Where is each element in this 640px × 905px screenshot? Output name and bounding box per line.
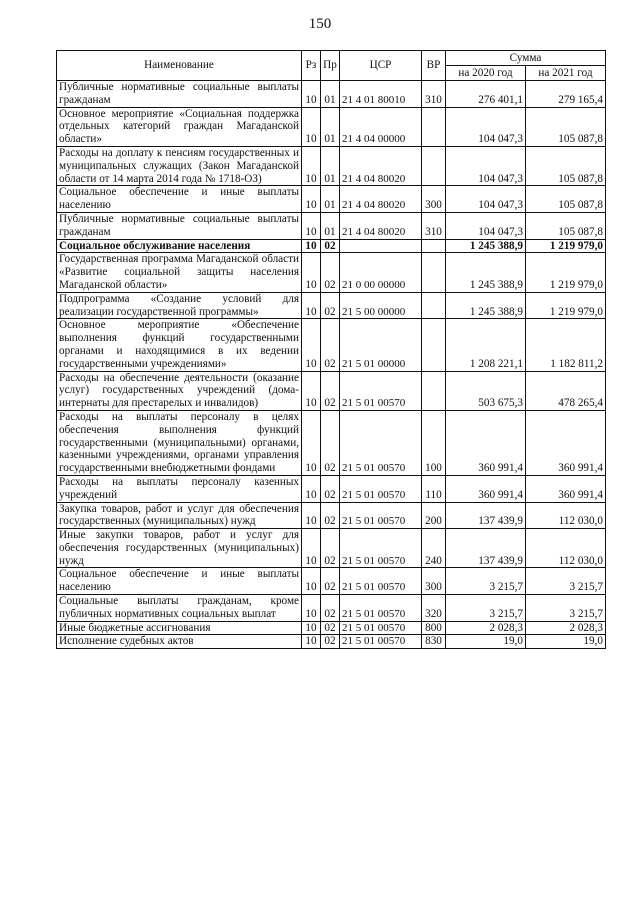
header-csr: ЦСР [340, 51, 422, 81]
cell-pr: 02 [321, 568, 340, 595]
table-row [57, 212, 606, 239]
cell-2021: 1 219 979,0 [526, 292, 606, 319]
cell-name: Публичные нормативные социальные выплаты гражданам [57, 81, 302, 108]
header-vr: ВР [422, 51, 446, 81]
cell-vr [422, 253, 446, 292]
cell-csr: 21 4 04 00000 [340, 107, 422, 146]
cell-pr: 02 [321, 635, 340, 649]
cell-vr: 110 [422, 475, 446, 502]
cell-pr: 02 [321, 253, 340, 292]
cell-csr: 21 5 01 00570 [340, 595, 422, 622]
cell-csr: 21 5 01 00570 [340, 621, 422, 635]
cell-2021: 105 087,8 [526, 212, 606, 239]
cell-2021: 360 991,4 [526, 475, 606, 502]
cell-vr [422, 371, 446, 410]
cell-name: Социальное обеспечение и иные выплаты населению [57, 186, 302, 213]
cell-pr: 02 [321, 502, 340, 529]
cell-vr [422, 319, 446, 371]
table-row [57, 371, 606, 410]
table-body [57, 81, 606, 649]
cell-pr: 01 [321, 212, 340, 239]
cell-2020: 360 991,4 [446, 410, 526, 475]
cell-2020: 1 245 388,9 [446, 253, 526, 292]
cell-2021: 478 265,4 [526, 371, 606, 410]
cell-2021: 112 030,0 [526, 502, 606, 529]
cell-name: Основное мероприятие «Социальная поддержка отдельных категорий граждан Магаданской области» [57, 107, 302, 146]
cell-csr: 21 0 00 00000 [340, 253, 422, 292]
cell-2021: 2 028,3 [526, 621, 606, 635]
cell-name: Социальные выплаты гражданам, кроме публичных нормативных социальных выплат [57, 595, 302, 622]
page-number: 150 [308, 16, 332, 32]
cell-rz: 10 [302, 568, 321, 595]
cell-rz: 10 [302, 212, 321, 239]
cell-vr [422, 107, 446, 146]
cell-name: Государственная программа Магаданской области «Развитие социальной защиты населения Магаданской области» [57, 253, 302, 292]
cell-csr: 21 5 01 00570 [340, 568, 422, 595]
header-2020: на 2020 год [446, 66, 526, 81]
header-rz: Рз [302, 51, 321, 81]
cell-pr: 02 [321, 319, 340, 371]
cell-csr: 21 4 04 80020 [340, 146, 422, 185]
cell-name: Основное мероприятие «Обеспечение выполнения функций государственными органами и находящимися в их ведении государственными учреждениями» [57, 319, 302, 371]
cell-2021: 105 087,8 [526, 186, 606, 213]
cell-2021: 1 182 811,2 [526, 319, 606, 371]
cell-vr: 800 [422, 621, 446, 635]
cell-2020: 137 439,9 [446, 502, 526, 529]
cell-vr [422, 146, 446, 185]
cell-vr: 310 [422, 212, 446, 239]
cell-rz: 10 [302, 635, 321, 649]
cell-2021: 19,0 [526, 635, 606, 649]
cell-csr: 21 5 01 00000 [340, 319, 422, 371]
cell-csr: 21 5 01 00570 [340, 410, 422, 475]
cell-name: Иные закупки товаров, работ и услуг для обеспечения государственных (муниципальных) нужд [57, 529, 302, 568]
cell-rz: 10 [302, 107, 321, 146]
cell-name: Расходы на обеспечение деятельности (оказание услуг) государственных учреждений (дома-интернаты для престарелых и инвалидов) [57, 371, 302, 410]
header-2021: на 2021 год [526, 66, 606, 81]
cell-csr: 21 5 01 00570 [340, 635, 422, 649]
cell-pr: 01 [321, 81, 340, 108]
cell-2021: 1 219 979,0 [526, 239, 606, 253]
cell-pr: 02 [321, 595, 340, 622]
cell-rz: 10 [302, 621, 321, 635]
cell-2020: 3 215,7 [446, 595, 526, 622]
cell-2020: 2 028,3 [446, 621, 526, 635]
cell-pr: 01 [321, 186, 340, 213]
cell-name: Социальное обслуживание населения [57, 239, 302, 253]
cell-pr: 01 [321, 107, 340, 146]
cell-2020: 1 208 221,1 [446, 319, 526, 371]
cell-vr: 830 [422, 635, 446, 649]
table-row [57, 239, 606, 253]
cell-2021: 1 219 979,0 [526, 253, 606, 292]
cell-csr: 21 5 01 00570 [340, 502, 422, 529]
cell-rz: 10 [302, 292, 321, 319]
cell-2021: 112 030,0 [526, 529, 606, 568]
cell-2020: 104 047,3 [446, 212, 526, 239]
cell-pr: 02 [321, 292, 340, 319]
cell-csr: 21 4 01 80010 [340, 81, 422, 108]
cell-2021: 105 087,8 [526, 107, 606, 146]
cell-vr: 320 [422, 595, 446, 622]
table-row [57, 146, 606, 185]
cell-rz: 10 [302, 475, 321, 502]
budget-table [56, 50, 606, 649]
cell-csr: 21 5 01 00570 [340, 371, 422, 410]
cell-vr: 200 [422, 502, 446, 529]
cell-2020: 104 047,3 [446, 146, 526, 185]
cell-2020: 137 439,9 [446, 529, 526, 568]
cell-rz: 10 [302, 186, 321, 213]
cell-rz: 10 [302, 319, 321, 371]
table-row [57, 621, 606, 635]
cell-pr: 01 [321, 146, 340, 185]
cell-name: Исполнение судебных актов [57, 635, 302, 649]
cell-csr: 21 5 01 00570 [340, 475, 422, 502]
cell-name: Расходы на выплаты персоналу казенных учреждений [57, 475, 302, 502]
cell-2020: 1 245 388,9 [446, 239, 526, 253]
header-sum: Сумма [446, 51, 606, 66]
cell-vr: 240 [422, 529, 446, 568]
table-row [57, 595, 606, 622]
cell-name: Социальное обеспечение и иные выплаты населению [57, 568, 302, 595]
cell-pr: 02 [321, 371, 340, 410]
cell-rz: 10 [302, 146, 321, 185]
cell-vr: 300 [422, 568, 446, 595]
cell-vr [422, 239, 446, 253]
table-row [57, 186, 606, 213]
cell-2021: 360 991,4 [526, 410, 606, 475]
cell-vr [422, 292, 446, 319]
cell-csr: 21 5 00 00000 [340, 292, 422, 319]
cell-rz: 10 [302, 81, 321, 108]
cell-name: Публичные нормативные социальные выплаты гражданам [57, 212, 302, 239]
table-row [57, 529, 606, 568]
cell-pr: 02 [321, 475, 340, 502]
cell-vr: 310 [422, 81, 446, 108]
cell-pr: 02 [321, 529, 340, 568]
table-row [57, 107, 606, 146]
table-row [57, 475, 606, 502]
table-row [57, 253, 606, 292]
table-row [57, 319, 606, 371]
cell-2020: 1 245 388,9 [446, 292, 526, 319]
cell-vr: 100 [422, 410, 446, 475]
cell-2021: 3 215,7 [526, 568, 606, 595]
cell-2020: 276 401,1 [446, 81, 526, 108]
table-row [57, 292, 606, 319]
cell-name: Закупка товаров, работ и услуг для обеспечения государственных (муниципальных) нужд [57, 502, 302, 529]
cell-csr: 21 4 04 80020 [340, 212, 422, 239]
cell-rz: 10 [302, 371, 321, 410]
cell-rz: 10 [302, 529, 321, 568]
cell-rz: 10 [302, 253, 321, 292]
cell-2020: 3 215,7 [446, 568, 526, 595]
cell-pr: 02 [321, 621, 340, 635]
cell-vr: 300 [422, 186, 446, 213]
cell-name: Подпрограмма «Создание условий для реализации государственной программы» [57, 292, 302, 319]
cell-csr: 21 4 04 80020 [340, 186, 422, 213]
cell-2020: 104 047,3 [446, 107, 526, 146]
header-name: Наименование [57, 51, 302, 81]
cell-2020: 360 991,4 [446, 475, 526, 502]
cell-2021: 105 087,8 [526, 146, 606, 185]
header-pr: Пр [321, 51, 340, 81]
cell-2020: 503 675,3 [446, 371, 526, 410]
cell-csr [340, 239, 422, 253]
cell-rz: 10 [302, 410, 321, 475]
cell-pr: 02 [321, 239, 340, 253]
cell-rz: 10 [302, 239, 321, 253]
cell-2020: 104 047,3 [446, 186, 526, 213]
table-row [57, 635, 606, 649]
cell-2021: 279 165,4 [526, 81, 606, 108]
cell-csr: 21 5 01 00570 [340, 529, 422, 568]
cell-rz: 10 [302, 595, 321, 622]
table-row [57, 81, 606, 108]
table-row [57, 502, 606, 529]
cell-name: Расходы на выплаты персоналу в целях обеспечения выполнения функций государственными (муниципальными) органами, казенными учреждениями, органами управления государственными внебюджетными фондами [57, 410, 302, 475]
cell-rz: 10 [302, 502, 321, 529]
cell-2020: 19,0 [446, 635, 526, 649]
cell-name: Расходы на доплату к пенсиям государственных и муниципальных служащих (Закон Магаданской области от 14 марта 2014 года № 1718-ОЗ) [57, 146, 302, 185]
cell-name: Иные бюджетные ассигнования [57, 621, 302, 635]
table-row [57, 410, 606, 475]
cell-2021: 3 215,7 [526, 595, 606, 622]
table-row [57, 568, 606, 595]
cell-pr: 02 [321, 410, 340, 475]
